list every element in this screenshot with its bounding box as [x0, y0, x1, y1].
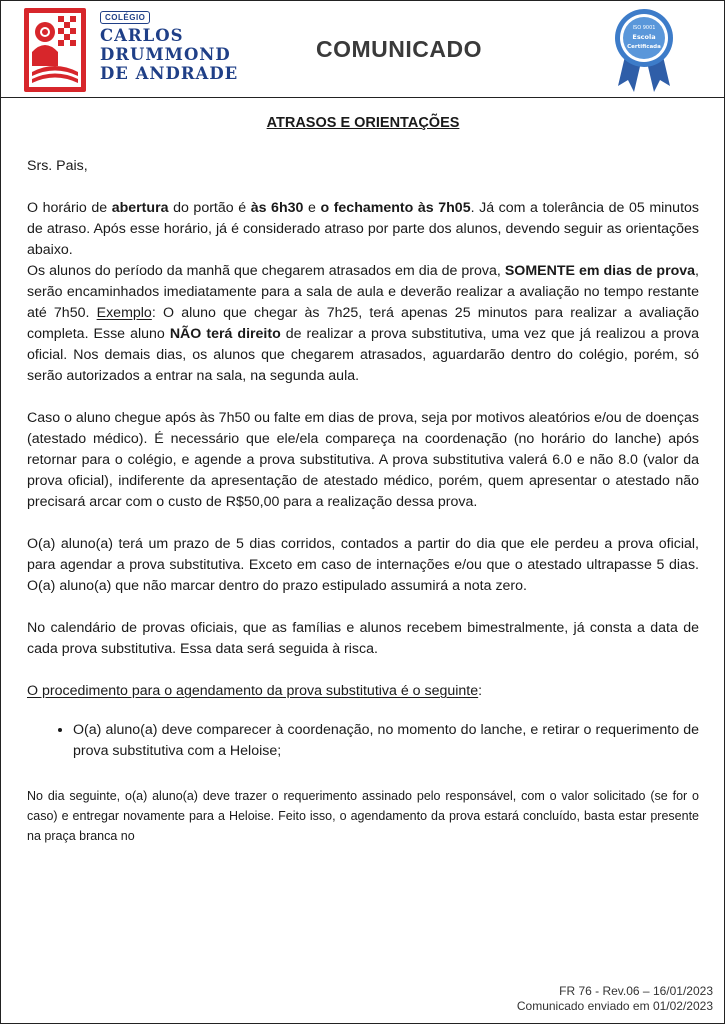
seal-text-mid: Escola: [632, 33, 656, 41]
certification-seal-icon: [610, 6, 678, 92]
seal-text-top: ISO 9001: [632, 25, 656, 31]
document-title: COMUNICADO: [316, 36, 482, 62]
brand-name-line-2: DRUMMOND: [100, 45, 231, 64]
seal-text-bottom: Certificada: [627, 44, 661, 50]
paragraph-schedule: O horário de abertura do portão é às 6h30 e o fechamento às 7h05. Já com a tolerância de 05 minutos de atraso. Após esse horário, já é considerado atraso por parte dos alunos, devendo seguir as orientações abaixo.: [27, 200, 699, 258]
page-header: [0, 0, 725, 98]
greeting: Srs. Pais,: [27, 158, 88, 174]
section-title: ATRASOS E ORIENTAÇÕES: [266, 115, 460, 131]
school-logo-icon: [24, 8, 86, 92]
paragraph-calendar: No calendário de provas oficiais, que as famílias e alunos recebem bimestralmente, já consta a data de cada prova substitutiva. Essa data será seguida à risca.: [27, 620, 699, 657]
paragraph-deadline: O(a) aluno(a) terá um prazo de 5 dias corridos, contados a partir do dia que ele perdeu a prova oficial, para agendar a prova substitutiva. Exceto em caso de internações e/ou que o atestado ultrapasse 5 dias. O(a) aluno(a) que não marcar dentro do prazo estipulado assumirá a nota zero.: [27, 536, 699, 594]
brand-name-line-1: CARLOS: [100, 26, 184, 45]
list-item: • O(a) aluno(a) deve comparecer à coordenação, no momento do lanche, e retirar o requerimento de prova substitutiva com a Heloise;: [73, 720, 699, 762]
document-footer: [517, 984, 713, 1014]
brand-tag: COLÉGIO: [100, 11, 150, 24]
procedure-heading: O procedimento para o agendamento da prova substitutiva é o seguinte:: [27, 683, 483, 699]
paragraph-next-day: No dia seguinte, o(a) aluno(a) deve trazer o requerimento assinado pelo responsável, com o valor solicitado (se for o caso) e entregar novamente para a Heloise. Feito isso, o agendamento da prova estará concluído, basta estar presente na praça branca no: [27, 789, 699, 843]
document-body: [27, 105, 699, 846]
paragraph-exam-day: Os alunos do período da manhã que chegarem atrasados em dia de prova, SOMENTE em dias de prova, serão encaminhados imediatamente para a sala de aula e deverão realizar a avaliação no tempo restante até 7h50. Exemplo: O aluno que chegar às 7h25, terá apenas 25 minutos para realizar a avaliação completa. Esse aluno NÃO terá direito de realizar a prova substitutiva, uma vez que já realizou a prova oficial. Nos demais dias, os alunos que chegarem atrasados, aguardarão dentro do colégio, porém, só serão autorizados a entrar na sala, na segunda aula.: [27, 263, 699, 384]
procedure-list: [27, 720, 699, 762]
brand-name-line-3: DE ANDRADE: [100, 64, 239, 83]
sent-date: Comunicado enviado em 01/02/2023: [516, 999, 713, 1013]
form-revision: FR 76 - Rev.06 – 16/01/2023: [559, 984, 713, 998]
paragraph-absence: Caso o aluno chegue após às 7h50 ou falte em dias de prova, seja por motivos aleatórios e/ou de doenças (atestado médico). É necessário que ele/ela compareça na coordenação (no horário do lanche) após retornar para o colégio, e agende a prova substitutiva. A prova substitutiva valerá 6.0 e não 8.0 (valor da prova oficial), indiferente da apresentação de atestado médico, porém, quem apresentar o atestado não precisará arcar com o custo de R$50,00 para a realização dessa prova.: [27, 410, 699, 510]
